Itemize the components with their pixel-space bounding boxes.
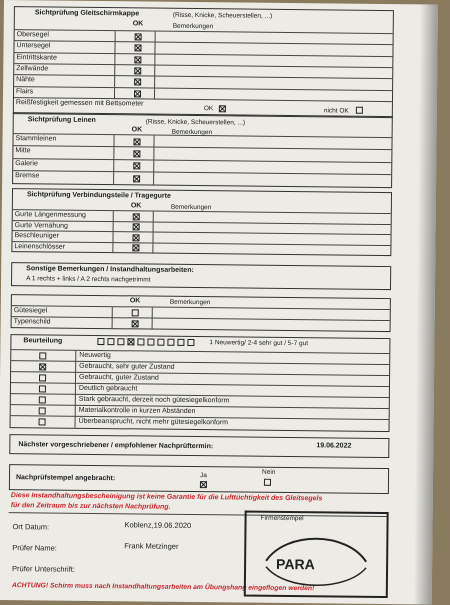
ok-header: OK bbox=[130, 202, 142, 210]
lines-checkbox[interactable] bbox=[133, 175, 140, 182]
canopy-checkbox[interactable] bbox=[135, 34, 142, 41]
ort-value: Koblenz,19.06.2020 bbox=[124, 520, 192, 530]
ja-label: Ja bbox=[199, 472, 207, 480]
lines-checkbox[interactable] bbox=[133, 150, 140, 157]
ja-checkbox[interactable] bbox=[200, 481, 207, 488]
section-title: Sonstige Bemerkungen / Instandhaltungsarbeiten: bbox=[26, 265, 194, 275]
canopy-row-label: Flairs bbox=[16, 87, 34, 95]
section-leinen bbox=[12, 112, 393, 188]
seal-checkbox[interactable] bbox=[132, 320, 139, 327]
rating-box-3[interactable] bbox=[117, 338, 124, 345]
rating-box-9[interactable] bbox=[177, 339, 184, 346]
canopy-row-label: Eintrittskante bbox=[16, 53, 57, 62]
risers-row-label: Leinenschlösser bbox=[14, 242, 66, 251]
rating-row-label: Gebraucht, sehr guter Zustand bbox=[79, 362, 175, 371]
section-title: Sichtprüfung Gleitschirmkappe bbox=[34, 9, 140, 18]
risers-row-label: Gurte Längenmessung bbox=[14, 211, 87, 219]
rating-checkbox[interactable] bbox=[39, 418, 46, 425]
section-title: Sichtprüfung Leinen bbox=[27, 116, 96, 124]
reiss-label: Reißfestigkeit gemessen mit Bettsometer bbox=[15, 99, 144, 108]
section-title: Sichtprüfung Verbindungsteile / Tragegurte bbox=[26, 191, 171, 200]
seal-checkbox[interactable] bbox=[132, 309, 139, 316]
signature-label: Prüfer Unterschrift: bbox=[11, 564, 76, 574]
nein-checkbox[interactable] bbox=[264, 479, 271, 486]
sonstige-text: A 1 rechts + links / A 2 rechts nachgetrimmt bbox=[26, 275, 151, 284]
risers-checkbox[interactable] bbox=[133, 213, 140, 220]
reiss-notok-label: nicht OK bbox=[323, 107, 349, 115]
next-inspection-date: 19.06.2022 bbox=[316, 442, 352, 450]
lines-row bbox=[13, 170, 391, 187]
rating-box-2[interactable] bbox=[107, 338, 114, 345]
section-gleitschirmkappe bbox=[13, 6, 394, 118]
pruefer-value: Frank Metzinger bbox=[124, 541, 179, 551]
reiss-notok-checkbox[interactable] bbox=[356, 107, 363, 114]
reiss-ok-label: OK bbox=[203, 105, 214, 113]
rating-row-label: Gebraucht, guter Zustand bbox=[79, 373, 159, 382]
rating-box-5[interactable] bbox=[137, 338, 144, 345]
rating-box-10[interactable] bbox=[187, 339, 194, 346]
seal-row bbox=[12, 316, 390, 332]
canopy-row-label: Nähte bbox=[16, 76, 35, 84]
canopy-checkbox[interactable] bbox=[134, 79, 141, 86]
disclaimer-line1: Diese Instandhaltungsbescheinigung ist keine Garantie für die Lufttüchtigkeit des Gleitsegels bbox=[10, 492, 323, 503]
next-inspection-label: Nächster vorgeschriebener / empfohlener Nachprüftermin: bbox=[18, 441, 214, 451]
nein-label: Nein bbox=[262, 468, 276, 476]
ok-header: OK bbox=[131, 126, 143, 134]
section-sonstige bbox=[11, 262, 391, 290]
next-inspection bbox=[9, 434, 389, 458]
company-stamp bbox=[244, 511, 389, 599]
ok-header: OK bbox=[129, 297, 141, 305]
lines-checkbox[interactable] bbox=[133, 163, 140, 170]
canopy-checkbox[interactable] bbox=[134, 56, 141, 63]
section-verbindungsteile bbox=[11, 188, 392, 256]
rating-row-label: Materialkontrolle in kurzen Abständen bbox=[78, 406, 196, 416]
canopy-checkbox[interactable] bbox=[134, 45, 141, 52]
canopy-row-label: Untersegel bbox=[16, 42, 51, 50]
seal-row-label: Gütesiegel bbox=[13, 307, 48, 315]
remarks-header: Bemerkungen bbox=[169, 298, 211, 307]
risers-row-label: Gurte Vernähung bbox=[14, 221, 69, 230]
stamp-title: Firmenstempel bbox=[260, 514, 304, 523]
risers-checkbox[interactable] bbox=[133, 224, 140, 231]
rating-box-7[interactable] bbox=[157, 339, 164, 346]
ort-label: Ort Datum: bbox=[12, 522, 50, 532]
canopy-checkbox[interactable] bbox=[134, 67, 141, 74]
canopy-row-label: Zellwände bbox=[16, 65, 49, 73]
rating-box-4[interactable] bbox=[127, 338, 134, 345]
section-note: (Risse, Knicke, Scheuerstellen, ...) bbox=[145, 118, 246, 127]
stamp-text: PARA bbox=[276, 555, 315, 573]
rating-box-1[interactable] bbox=[97, 338, 104, 345]
rating-row-label: Neuwertig bbox=[79, 351, 111, 360]
risers-checkbox[interactable] bbox=[132, 234, 139, 241]
remarks-header: Bemerkungen bbox=[171, 128, 213, 137]
lines-checkbox[interactable] bbox=[133, 138, 140, 145]
stamp-logo bbox=[246, 521, 387, 594]
remarks-header: Bemerkungen bbox=[172, 22, 214, 31]
rating-row-label: Überbeansprucht, nicht mehr gütesiegelkonform bbox=[78, 417, 229, 427]
stamp-applied bbox=[9, 464, 389, 494]
risers-checkbox[interactable] bbox=[132, 245, 139, 252]
ok-header: OK bbox=[132, 20, 144, 28]
lines-row-label: Galerie bbox=[15, 159, 38, 167]
remarks-header: Bemerkungen bbox=[170, 203, 212, 212]
rating-checkbox[interactable] bbox=[39, 374, 46, 381]
lines-row-label: Mitte bbox=[15, 147, 31, 155]
section-title: Beurteilung bbox=[23, 337, 63, 345]
rating-row-label: Deutlich gebraucht bbox=[78, 384, 138, 393]
stamp-applied-label: Nachprüfstempel angebracht: bbox=[15, 474, 116, 483]
lines-row-label: Bremse bbox=[15, 172, 40, 180]
seal-row-label: Typenschild bbox=[13, 318, 51, 326]
rating-checkbox[interactable] bbox=[39, 396, 46, 403]
section-guetesiegel bbox=[11, 294, 391, 332]
reiss-ok-checkbox[interactable] bbox=[219, 105, 226, 112]
rating-box-8[interactable] bbox=[167, 339, 174, 346]
canopy-row-label: Obersegel bbox=[16, 31, 49, 39]
pruefer-label: Prüfer Name: bbox=[12, 543, 57, 553]
lines-row-label: Stammleinen bbox=[15, 135, 57, 143]
rating-box-6[interactable] bbox=[147, 339, 154, 346]
section-beurteilung bbox=[10, 334, 391, 432]
rating-checkbox[interactable] bbox=[39, 363, 46, 370]
rating-checkbox[interactable] bbox=[39, 407, 46, 414]
rating-row-label: Stark gebraucht, derzeit noch gütesiegelkonform bbox=[78, 395, 230, 405]
canopy-checkbox[interactable] bbox=[134, 90, 141, 97]
rating-scale-text: 1 Neuwertig/ 2-4 sehr gut / 5-7 gut bbox=[209, 339, 309, 348]
risers-row-label: Beschleuniger bbox=[14, 232, 59, 240]
page-shadow bbox=[414, 4, 438, 604]
disclaimer-line2: für den Zeitraum bis zur nächsten Nachprüfung. bbox=[10, 502, 171, 511]
warning-text: ACHTUNG! Schirm muss nach Instandhaltungsarbeiten am Übungshang eingeflogen werden! bbox=[11, 582, 315, 593]
section-note: (Risse, Knicke, Scheuerstellen, ...) bbox=[172, 11, 273, 20]
rating-checkbox[interactable] bbox=[39, 352, 46, 359]
rating-row bbox=[11, 415, 389, 431]
rating-checkbox[interactable] bbox=[39, 385, 46, 392]
